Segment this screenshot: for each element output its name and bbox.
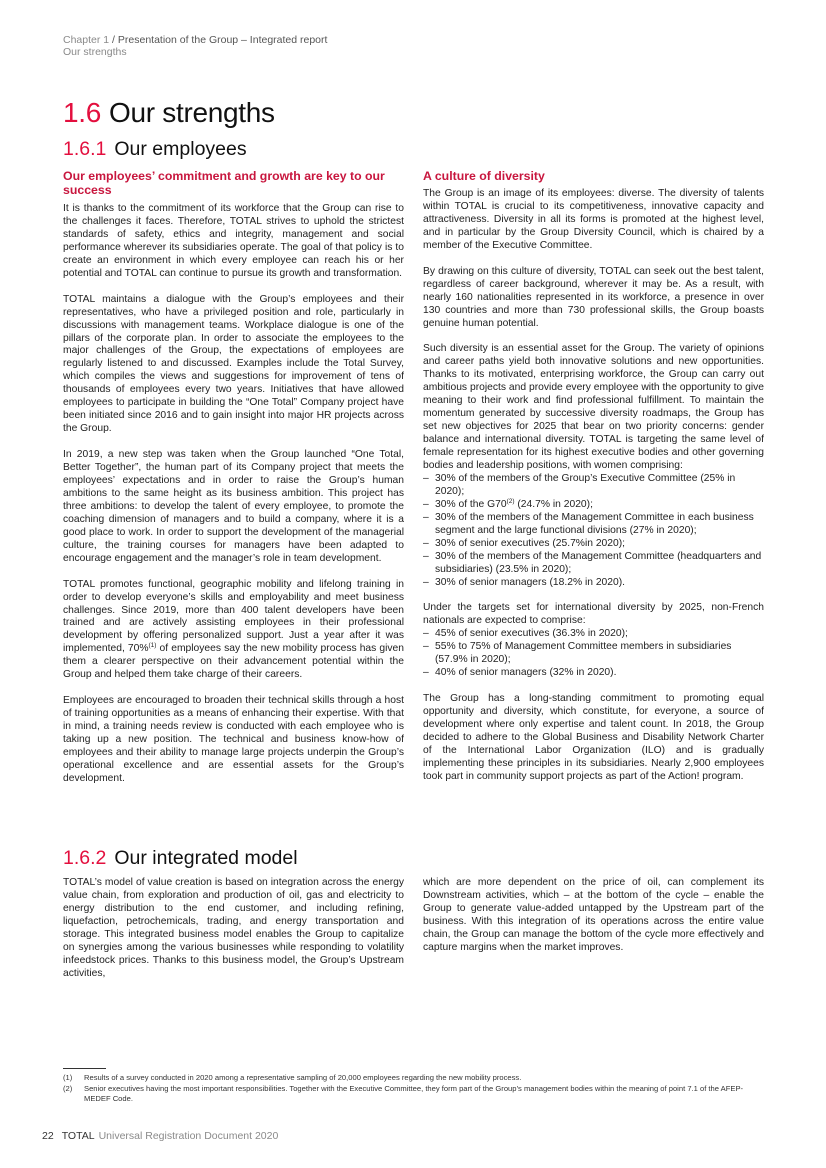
page-title [63, 96, 275, 130]
section-1-text: Our employees [114, 138, 247, 160]
diversity-paragraph-4: Under the targets set for international diversity by 2025, non-French nationals are expected to comprise: [423, 602, 764, 627]
footnote-2-mark: (2) [63, 1083, 73, 1093]
section-1-left-column [63, 169, 404, 786]
employees-paragraph-3: In 2019, a new step was taken when the Group launched “One Total, Better Together”, the human part of its Company project that meets the employees’ expectations and in order to raise the Group’s human ambitions to the same height as its business ambition. This project has three ambitions: to develop the talent of every employee, to promote the coaching dimension of managers and to build a company, where it is a good place to work. In order to support the development of the managerial culture, the training courses for managers have been adapted to encourage engagement and the manager’s role in team development. [63, 449, 404, 564]
footer-document-title: Universal Registration Document 2020 [98, 1130, 279, 1142]
diversity-heading: A culture of diversity [423, 169, 545, 183]
employees-paragraph-2: TOTAL maintains a dialogue with the Group’s employees and their representatives, who have a privileged position and role, particularly in discussions with management teams. Workplace dialogue is one of the pillars of the corporate plan. In order to associate the employees to the major challenges of the Group, the expectations of employees are regularly listened to and discussed. Examples include the Total Survey, which compiles the views and suggestions for improvement of tens of thousands of employees every two years. Initiatives that have allowed employees to participate in building the “One Total” Company project have been initiated since 2016 and to gain insight into major HR projects across the Group. [63, 293, 404, 435]
list-item-text-b: (24.7% in 2020); [514, 498, 593, 510]
footnote-1-text: Results of a survey conducted in 2020 among a representative sampling of 20,000 employees regarding the new mobility process. [84, 1073, 522, 1082]
section-1-right-column [423, 169, 764, 784]
footnote-1-mark: (1) [63, 1073, 73, 1082]
section-2-title [63, 846, 298, 870]
employees-paragraph-4-b: of employees say the new mobility process has given them a clearer perspective on their advancement potential within the Group and helped them take charge of their careers. [63, 643, 404, 681]
section-1-title [63, 137, 247, 161]
footnote-2 [63, 1084, 763, 1105]
footnote-1 [63, 1073, 763, 1084]
page-title-text: Our strengths [109, 97, 275, 128]
section-2-text: Our integrated model [114, 847, 298, 869]
section-2-left-column [63, 877, 404, 981]
breadcrumb-chapter: Chapter 1 [63, 34, 110, 46]
diversity-paragraph-1: The Group is an image of its employees: diverse. The diversity of talents within TOTAL is crucial to its competitiveness, innovative capacity and attractiveness. Diversity in all its forms is promoted at the highest level, and in particular by the Group Diversity Council, which is chaired by a member of the Executive Committee. [423, 188, 764, 251]
list-item: – 30% of the members of the Management Committee (headquarters and subsidiaries) (23.5% in 2020); [423, 551, 764, 577]
diversity-paragraph-5: The Group has a long-standing commitment to promoting equal opportunity and diversity, which constitute, for everyone, a source of development where only expertise and talent count. In 2018, the Group decided to adhere to the Global Business and Disability Network Charter of the International Labor Organization (ILO) and is gradually implementing these principles in its subsidiaries. Nearly 2,900 employees took part in community support projects as part of the Action! program. [423, 693, 764, 782]
international-targets-list [423, 628, 764, 680]
breadcrumb-separator: / [109, 34, 118, 46]
footnote-2-text: Senior executives having the most important responsibilities. Together with the Executive Committee, they form part of the Group’s management bodies within the meaning of point 7.1 of the AFEP-MEDEF Code. [84, 1083, 744, 1104]
list-item [423, 499, 764, 512]
list-item: – 30% of the members of the Management Committee in each business segment and the large functional divisions (27% in 2020); [423, 512, 764, 538]
section-2-right-column [423, 877, 764, 955]
integrated-model-paragraph-left: TOTAL’s model of value creation is based on integration across the energy value chain, from exploration and production of oil, gas and electricity to energy distribution to the end customer, and including refining, liquefaction, petrochemicals, trading, and energy transportation and storage. This integrated business model enables the Group to capitalize on synergies among the various businesses while responding to volatility infeedstock prices. Thanks to this business model, the Group’s Upstream activities, [63, 877, 404, 979]
women-targets-list [423, 473, 764, 590]
list-item: – 45% of senior executives (36.3% in 2020); [423, 628, 764, 641]
list-item: – 30% of senior managers (18.2% in 2020). [423, 577, 764, 590]
footnote-ref-2: (2) [506, 497, 515, 505]
page-footer [42, 1130, 278, 1142]
breadcrumb-subpath: Our strengths [63, 46, 127, 58]
employees-paragraph-5: Employees are encouraged to broaden their technical skills through a host of training opportunities as a means of enhancing their expertise. With that in mind, a training needs review is conducted with each employee who is taking up a new position. The technical and business know-how of employees and their ability to manage large projects underpin the Group’s operational excellence and are essential assets for the Group’s development. [63, 695, 404, 784]
list-item: – 30% of senior executives (25.7%in 2020); [423, 538, 764, 551]
employees-paragraph-4 [63, 579, 404, 683]
list-item: – 40% of senior managers (32% in 2020). [423, 667, 764, 680]
page-title-number: 1.6 [63, 97, 102, 128]
employees-paragraph-4-a: TOTAL promotes functional, geographic mobility and lifelong training in order to develop everyone’s skills and employability and meet business challenges. Since 2019, more than 400 talent developers have been trained and are actively assisting employees in their professional development by offering personalized support. Just a year after it was implemented, 70% [63, 578, 404, 655]
section-1-number: 1.6.1 [63, 138, 107, 160]
section-2-number: 1.6.2 [63, 847, 107, 869]
footnote-divider [63, 1068, 106, 1069]
employees-paragraph-1: It is thanks to the commitment of its workforce that the Group can rise to the challenges it faces. Therefore, TOTAL strives to uphold the strictest standards of safety, ethics and integrity, management and social performance wherever its subsidiaries operate. The goal of that policy is to create an environment in which every employee can reach his or her potential and TOTAL can continue to pursue its growth and transformation. [63, 203, 404, 279]
employees-heading: Our employees’ commitment and growth are key to our success [63, 169, 385, 197]
list-item: – 30% of the members of the Group’s Executive Committee (25% in 2020); [423, 473, 764, 499]
integrated-model-paragraph-right: which are more dependent on the price of oil, can complement its Downstream activities, which – at the bottom of the cycle – enable the Group to generate value-added untapped by the Upstream part of the business. With this integration of its operations across the entire value chain, the Group can manage the bottom of the cycle more effectively and capture margins when the market improves. [423, 877, 764, 953]
footnote-ref-1: (1) [148, 642, 157, 650]
breadcrumb [63, 34, 327, 58]
diversity-paragraph-2: By drawing on this culture of diversity, TOTAL can seek out the best talent, regardless of career background, wherever it may be. As a result, with nearly 160 nationalities represented in its workforce, a presence in over 130 countries and more than 730 professional skills, the Group boasts genuine human potential. [423, 265, 764, 329]
list-item: – 55% to 75% of Management Committee members in subsidiaries (57.9% in 2020); [423, 641, 764, 667]
breadcrumb-path: Presentation of the Group – Integrated report [117, 34, 328, 46]
diversity-paragraph-3: Such diversity is an essential asset for the Group. The variety of opinions and career paths yield both innovative solutions and new opportunities. Thanks to its motivated, enterprising workforce, the Group can carry out ambitious projects and provide every employee with the opportunity to give meaning to their work and find professional fulfillment. To maintain the momentum generated by successive diversity roadmaps, the Group has set new objectives for 2025 that bear on two priority concerns: gender balance and international diversity. TOTAL is targeting the same level of female representation for its highest executive bodies and other governing bodies and leadership positions, with women comprising: [423, 343, 764, 471]
footer-brand: TOTAL [61, 1130, 95, 1142]
list-item-text-a: 30% of the G70 [435, 498, 507, 510]
page-number: 22 [42, 1130, 54, 1142]
footnotes [63, 1073, 763, 1105]
